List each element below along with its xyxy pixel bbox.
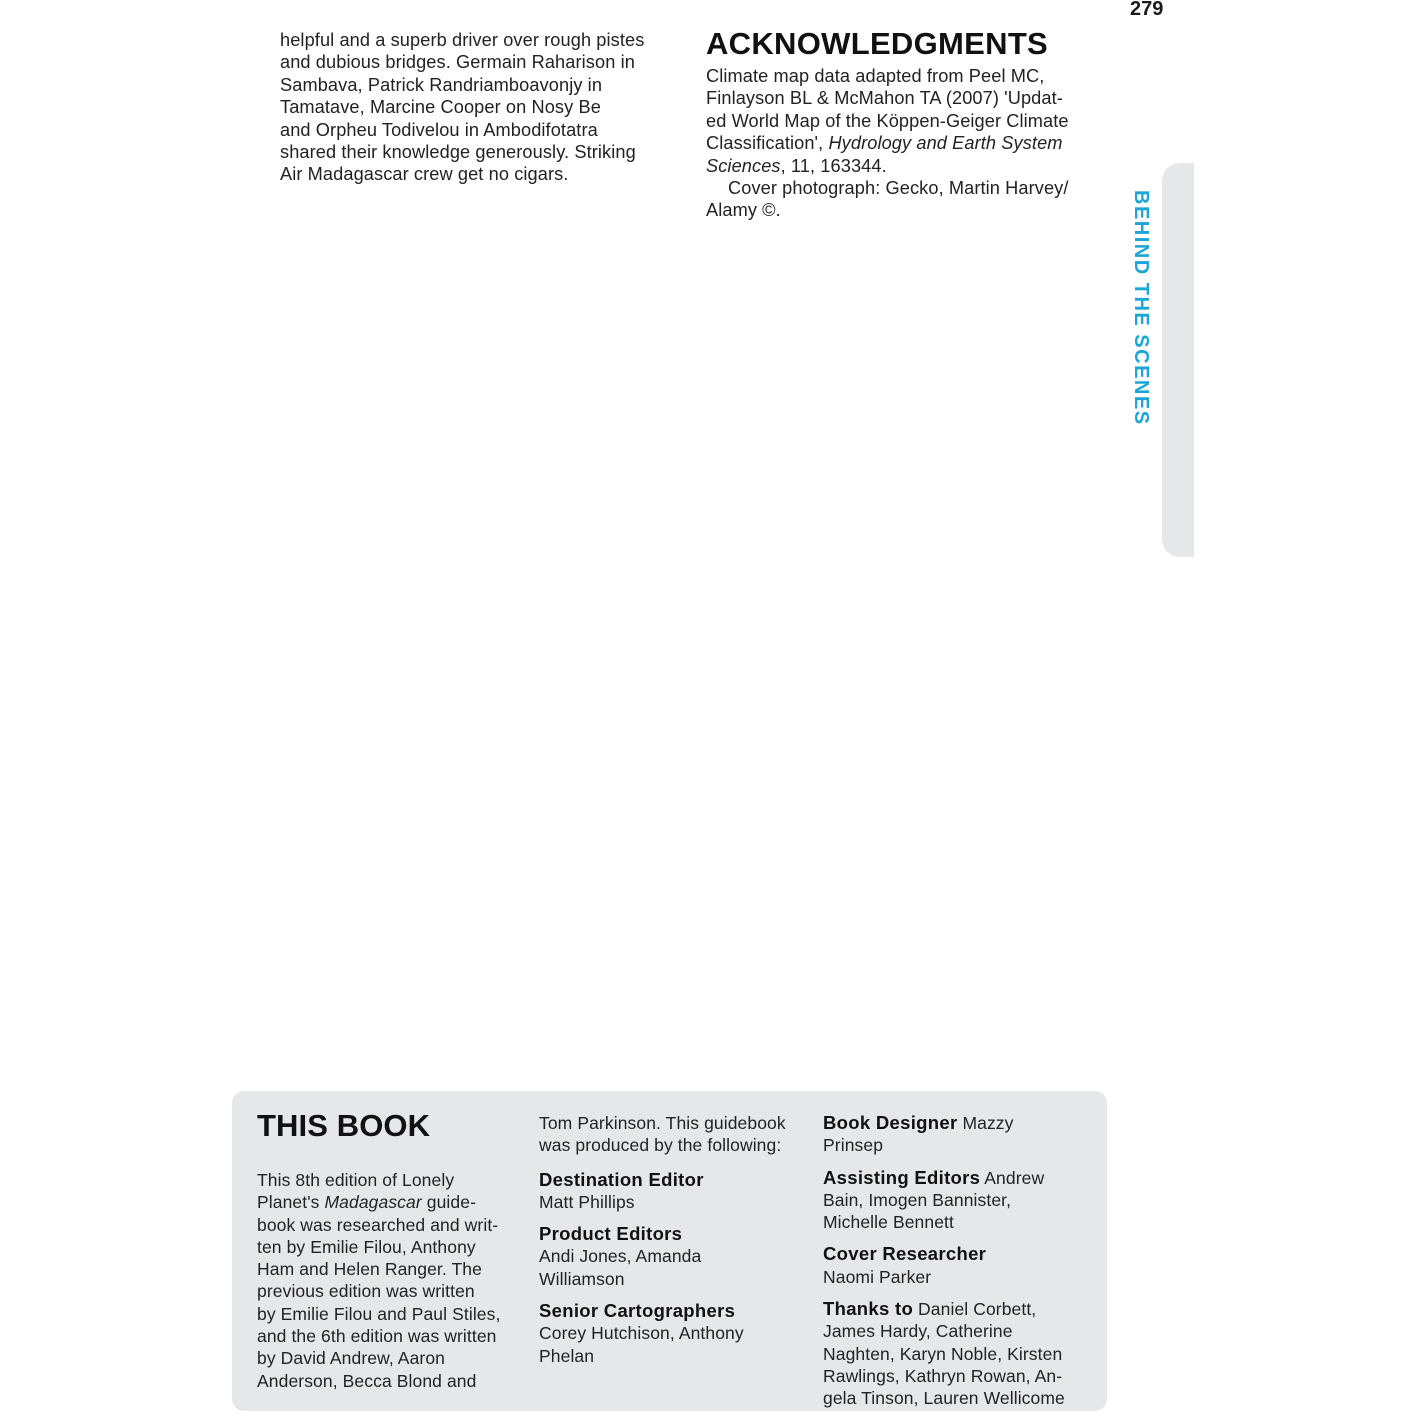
credit-assisting-editors <box>823 1167 1098 1234</box>
intro-line: book was researched and writ- <box>257 1214 499 1235</box>
credit-role: Thanks to <box>823 1298 914 1320</box>
intro-line: previous edition was written <box>257 1281 475 1302</box>
intro-line: This 8th edition of Lonely <box>257 1170 455 1190</box>
paragraph-line: and Orpheu Todivelou in Ambodifotatra <box>280 119 598 140</box>
paragraph-line: Air Madagascar crew get no cigars. <box>280 164 569 185</box>
paragraph-line: shared their knowledge generously. Striking <box>280 142 636 163</box>
credit-names: Naomi Parker <box>823 1266 932 1287</box>
intro-line: Ham and Helen Ranger. The <box>257 1259 482 1280</box>
this-book-column-1 <box>257 1109 527 1392</box>
credit-thanks-to <box>823 1298 1098 1409</box>
paragraph-line: Sambava, Patrick Randriamboavonjy in <box>280 74 603 95</box>
ack-citation: , 11, 163344. <box>780 155 887 176</box>
credit-names: Andi Jones, Amanda <box>539 1246 702 1267</box>
intro-line: by David Andrew, Aaron <box>257 1348 446 1369</box>
credit-role: Destination Editor <box>539 1168 704 1190</box>
intro-line: by Emilie Filou and Paul Stiles, <box>257 1303 501 1324</box>
ack-line: Climate map data adapted from Peel MC, <box>706 66 1045 86</box>
ack-line: Finlayson BL & McMahon TA (2007) 'Updat- <box>706 88 1063 109</box>
intro-line <box>257 1191 527 1213</box>
credit-names: gela Tinson, Lauren Wellicome <box>823 1388 1065 1409</box>
cover-credit-line: Alamy ©. <box>706 200 781 221</box>
intro-line: Anderson, Becca Blond and <box>257 1370 477 1391</box>
credit-names: Williamson <box>539 1268 625 1289</box>
book-title: Madagascar <box>324 1192 422 1213</box>
credit-line <box>823 1112 1098 1134</box>
credit-role: Assisting Editors <box>823 1166 981 1188</box>
ack-text: Classification', <box>706 133 824 154</box>
acknowledgments-heading: ACKNOWLEDGMENTS <box>706 26 1049 61</box>
credit-names: Corey Hutchison, Anthony <box>539 1323 744 1344</box>
page-number: 279 <box>1130 0 1164 20</box>
credit-role: Product Editors <box>539 1223 683 1245</box>
credit-role: Book Designer <box>823 1112 958 1133</box>
journal-title-cont: Sciences <box>706 155 781 176</box>
journal-title: Hydrology and Earth System <box>828 133 1063 154</box>
credit-names: Daniel Corbett, <box>918 1299 1037 1320</box>
credit-names: Phelan <box>539 1345 595 1366</box>
credit-line <box>823 1167 1098 1189</box>
credit-role: Senior Cartographers <box>539 1300 736 1322</box>
cover-credit-line: Cover photograph: Gecko, Martin Harvey/ <box>728 178 1069 199</box>
credit-book-designer <box>823 1112 1098 1157</box>
credit-names: Naghten, Karyn Noble, Kirsten <box>823 1343 1063 1364</box>
intro-line: and the 6th edition was written <box>257 1326 497 1347</box>
credit-cover-researcher <box>823 1243 1098 1288</box>
intro-text: guide- <box>426 1192 477 1213</box>
paragraph-line: helpful and a superb driver over rough pistes <box>280 30 645 50</box>
credit-senior-cartographers <box>539 1300 814 1367</box>
credit-destination-editor <box>539 1169 814 1214</box>
paragraph-line: and dubious bridges. Germain Raharison in <box>280 52 635 73</box>
intro-line: Tom Parkinson. This guidebook <box>539 1113 786 1133</box>
paragraph-line: Tamatave, Marcine Cooper on Nosy Be <box>280 97 601 118</box>
credit-names: Rawlings, Kathryn Rowan, An- <box>823 1365 1063 1386</box>
credit-names: Andrew <box>984 1167 1045 1188</box>
credit-names: Bain, Imogen Bannister, <box>823 1189 1012 1210</box>
intro-line: was produced by the following: <box>539 1135 782 1156</box>
this-book-heading: THIS BOOK <box>257 1108 431 1143</box>
ack-line <box>706 155 1106 177</box>
credit-product-editors <box>539 1223 814 1290</box>
section-side-tab <box>1162 163 1194 557</box>
credit-names: Mazzy <box>962 1113 1014 1133</box>
this-book-column-2 <box>539 1112 814 1367</box>
credit-names: Prinsep <box>823 1135 884 1156</box>
credit-role: Cover Researcher <box>823 1243 987 1265</box>
credit-line <box>823 1298 1098 1320</box>
section-tab-label: BEHIND THE SCENES <box>1130 190 1152 426</box>
ack-line <box>706 132 1106 154</box>
intro-line: ten by Emilie Filou, Anthony <box>257 1236 476 1257</box>
intro-text: Planet's <box>257 1192 320 1213</box>
this-book-column-3 <box>823 1112 1098 1410</box>
left-text-column <box>280 29 690 186</box>
ack-line: ed World Map of the Köppen-Geiger Climate <box>706 110 1069 131</box>
credit-names: Michelle Bennett <box>823 1212 954 1233</box>
acknowledgments-section <box>706 27 1106 222</box>
credit-names: Matt Phillips <box>539 1191 635 1212</box>
this-book-box <box>232 1091 1107 1411</box>
credit-names: James Hardy, Catherine <box>823 1321 1013 1342</box>
